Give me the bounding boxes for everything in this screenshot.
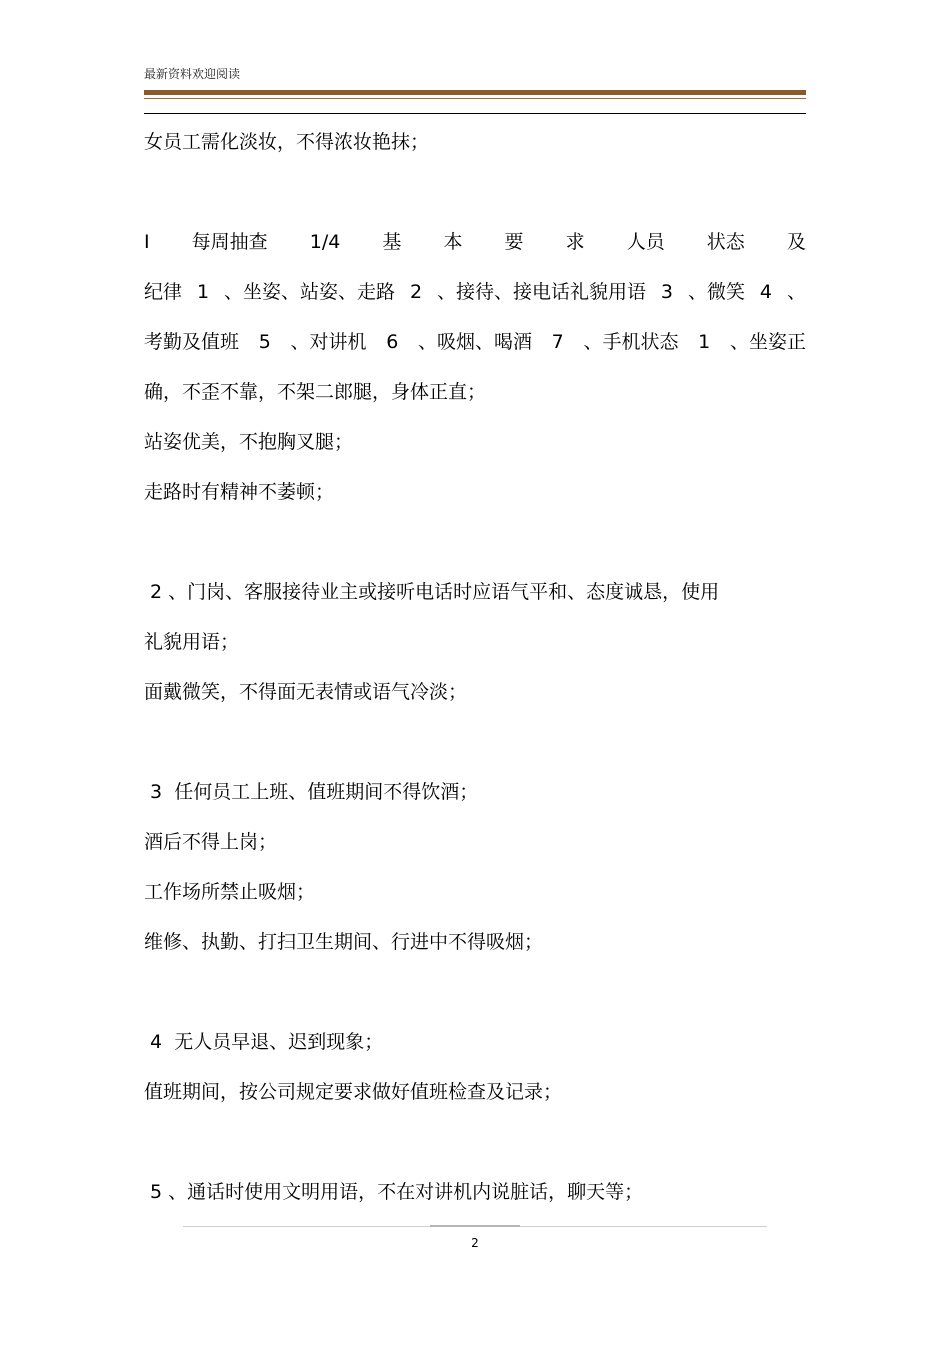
section-3-line-4: 维修、执勤、打扫卫生期间、行进中不得吸烟；	[144, 931, 544, 953]
text-segment: 、微笑	[687, 281, 745, 303]
text-segment: 2	[409, 281, 423, 303]
table-cell: 1/4	[309, 231, 341, 253]
text-segment: 考勤及值班	[144, 331, 240, 353]
table-cell: 本	[443, 231, 463, 253]
header-text: 最新资料欢迎阅读	[144, 67, 241, 81]
section-2-line-3: 面戴微笑，不得面无表情或语气冷淡；	[144, 681, 468, 703]
header-rule-black	[144, 113, 806, 114]
paragraph-makeup: 女员工需化淡妆，不得浓妆艳抹；	[144, 131, 430, 153]
text-segment: 、坐姿、站姿、走路	[223, 281, 395, 303]
text-segment: 、吸烟、喝酒	[417, 331, 532, 353]
table-row-inspection	[144, 230, 806, 254]
table-cell: 每周抽查	[191, 231, 268, 253]
section-4-line-2: 值班期间，按公司规定要求做好值班检查及记录；	[144, 1081, 563, 1103]
table-cell: 及	[786, 231, 806, 253]
footer-rule-center	[430, 1225, 520, 1227]
text-segment: 6	[386, 331, 399, 353]
header-rule-thin	[144, 98, 806, 99]
table-cell: I	[144, 231, 150, 253]
section-3-line-2: 酒后不得上岗；	[144, 831, 278, 853]
text-line-standing: 站姿优美，不抱胸叉腿；	[144, 431, 354, 453]
table-cell: 人员	[626, 231, 665, 253]
table-cell: 求	[565, 231, 585, 253]
table-cell: 基	[382, 231, 402, 253]
section-4-line-1: 4 无人员早退、迟到现象；	[144, 1031, 384, 1053]
text-segment: 1	[196, 281, 210, 303]
text-segment: 5	[258, 331, 271, 353]
text-line-walking: 走路时有精神不萎顿；	[144, 481, 335, 503]
text-segment: 7	[551, 331, 564, 353]
header-rule-thick	[144, 90, 806, 95]
text-segment: 、坐姿正	[729, 331, 806, 353]
text-line-attendance	[144, 330, 806, 354]
text-segment: 纪律	[144, 281, 183, 303]
text-segment: 、手机状态	[583, 331, 679, 353]
text-segment: 4	[759, 281, 772, 303]
text-segment: 、对讲机	[290, 331, 367, 353]
page-number: 2	[471, 1236, 479, 1250]
section-3-line-1: 3 任何员工上班、值班期间不得饮酒；	[144, 781, 479, 803]
text-line-discipline	[144, 280, 806, 304]
section-3-line-3: 工作场所禁止吸烟；	[144, 881, 316, 903]
text-line-posture: 确，不歪不靠，不架二郎腿，身体正直；	[144, 381, 487, 403]
table-cell: 状态	[706, 231, 745, 253]
section-2-line-2: 礼貌用语；	[144, 631, 240, 653]
table-cell: 要	[504, 231, 524, 253]
text-segment: 1	[698, 331, 711, 353]
section-2-line-1: 2 、门岗、客服接待业主或接听电话时应语气平和、态度诚恳，使用	[144, 581, 720, 603]
text-segment: 、	[786, 281, 806, 303]
text-segment: 3	[660, 281, 674, 303]
text-segment: 、接待、接电话礼貌用语	[436, 281, 646, 303]
section-5-line-1: 5 、通话时使用文明用语，不在对讲机内说脏话，聊天等；	[144, 1181, 644, 1203]
